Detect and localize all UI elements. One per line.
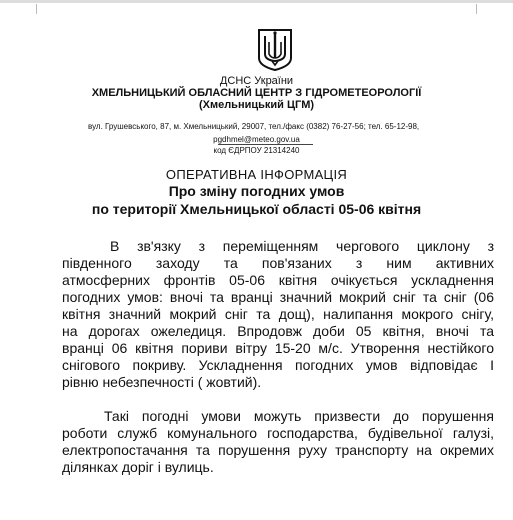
- address-line: вул. Грушевського, 87, м. Хмельницький, 29007, тел./факс (0382) 76-27-56; тел. 65-12-98,: [88, 122, 420, 131]
- paragraph-1-line: квітня значний мокрий сніг та дощ), налипання мокрого снігу,: [62, 306, 494, 322]
- paragraph-2-line: Такі погодні умови можуть призвести до порушення: [104, 408, 494, 424]
- paragraph-1-line: погодних умов: вночі та вранці значний мокрий сніг та сніг (06: [62, 289, 494, 305]
- agency-name: ДСНС України: [219, 75, 294, 87]
- doc-subtitle-region: по території Хмельницької області 05-06 квітня: [91, 201, 422, 217]
- paragraph-1-line: на дорогах ожеледиця. Впродовж доби 05 квітня, вночі та: [62, 323, 494, 339]
- paragraph-2-line: ділянках доріг і вулиць.: [62, 459, 214, 475]
- edrpou-line: код ЄДРПОУ 21314240: [213, 146, 300, 155]
- center-short-name: (Хмельницький ЦГМ): [198, 99, 315, 111]
- margin-mark-right: [476, 4, 477, 14]
- doc-title: ОПЕРАТИВНА ІНФОРМАЦІЯ: [165, 167, 348, 182]
- paragraph-2-line: електропостачання та порушення руху транспорту на окремих: [62, 442, 494, 458]
- paragraph-2-line: роботи служб комунального господарства, будівельної галузі,: [62, 425, 494, 441]
- trident-coat-of-arms-icon: [257, 28, 293, 72]
- email-line: pgdhmel@meteo.gov.ua: [213, 135, 300, 144]
- email-underline: [218, 144, 313, 145]
- paragraph-1-line: снігового покриву. Ускладнення погодних умов відповідає І: [62, 357, 494, 373]
- margin-mark-left: [36, 4, 37, 14]
- page-top-edge: [0, 0, 513, 3]
- paragraph-1-line: атмосферних фронтів 05-06 квітня очікується ускладнення: [62, 272, 494, 288]
- paragraph-1-line: вранці 06 квітня пориви вітру 15-20 м/с. Утворення нестійкого: [62, 340, 494, 356]
- center-name: ХМЕЛЬНИЦЬКИЙ ОБЛАСНИЙ ЦЕНТР З ГІДРОМЕТЕОРОЛОГІЇ: [91, 87, 422, 99]
- paragraph-1-line: рівню небезпечності ( жовтий).: [62, 374, 262, 390]
- paragraph-1-line: В зв'язку з переміщенням чергового циклону з: [110, 238, 494, 254]
- paragraph-1-line: південного заходу та пов'язаних з ним активних: [62, 255, 494, 271]
- doc-subtitle: Про зміну погодних умов: [168, 183, 345, 199]
